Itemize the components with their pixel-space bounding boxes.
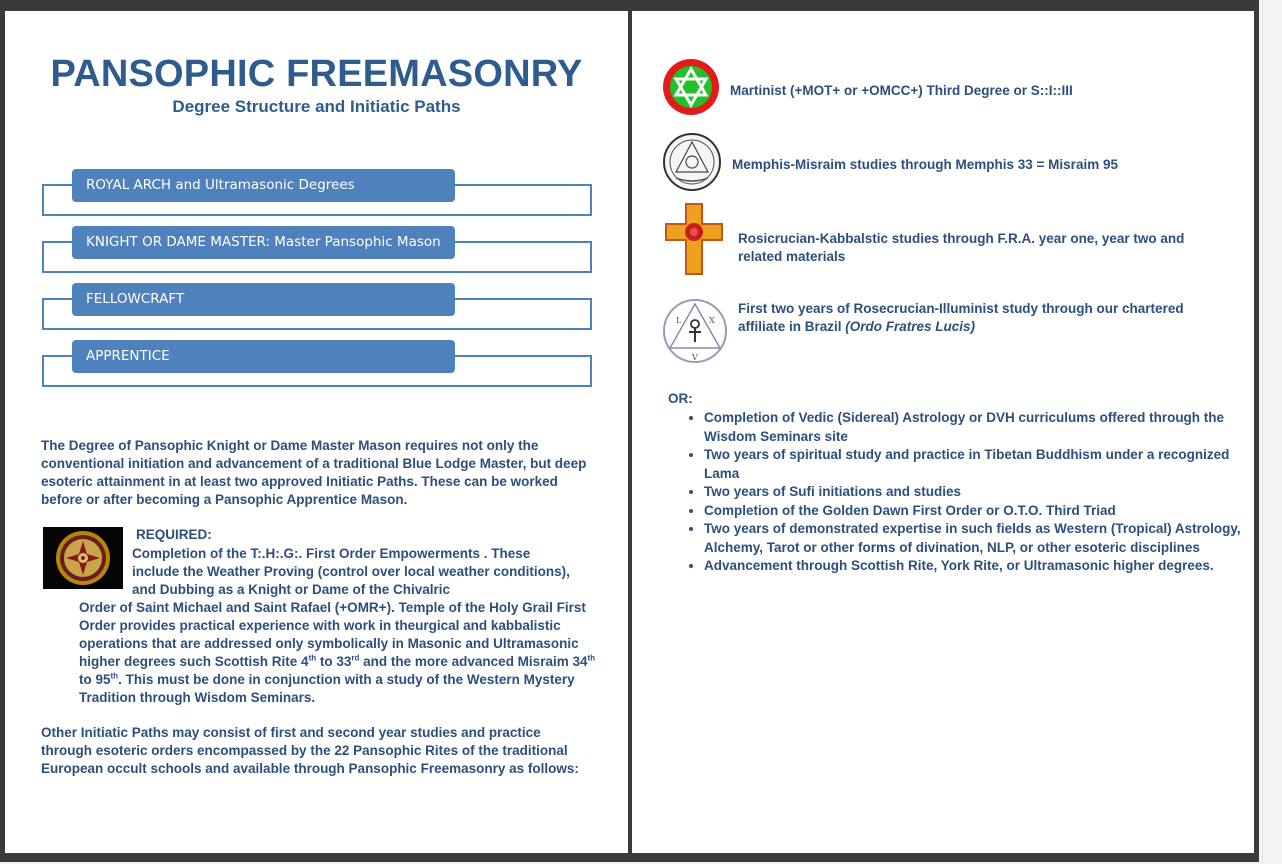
page-subtitle: Degree Structure and Initiatic Paths <box>172 97 461 116</box>
required-text-part1: Completion of the T:.H:.G:. First Order Empowerments . These include the Weather Proving (control over local weather conditions), and Dubbing as a Knight or Dame of the Chivalric <box>132 546 570 597</box>
ankh-triangle-seal-icon <box>662 296 728 366</box>
degree-fellowcraft: FELLOWCRAFT <box>72 283 455 316</box>
degree-apprentice: APPRENTICE <box>72 340 455 373</box>
list-item: • Two years of Sufi initiations and studies <box>704 483 1264 502</box>
rose-cross-emblem-icon <box>43 527 123 589</box>
path-martinist <box>662 58 1200 116</box>
other-paths-paragraph: Other Initiatic Paths may consist of first and second year studies and practice through esoteric orders encompassed by the 22 Pansophic Rites of the traditional European occult schools and available through Pansophic Freemasonry as follows: <box>41 725 579 776</box>
memphis-misraim-seal-icon <box>662 132 722 192</box>
path-illuminist-text: First two years of Rosecrucian-Illuminist study through our chartered affiliate in Brazil (Ordo Fratres Lucis) <box>738 301 1184 334</box>
path-rosicrucian-text: Rosicrucian-Kabbalstic studies through F.R.A. year one, year two and related materials <box>738 231 1185 264</box>
seal-letter-x: X <box>709 316 715 325</box>
required-heading: REQUIRED: <box>136 527 212 542</box>
or-label: OR: <box>668 391 693 406</box>
list-item: • Completion of Vedic (Sidereal) Astrology or DVH curriculums offered through the Wisdom Seminars site <box>704 409 1264 446</box>
list-item: • Two years of spiritual study and practice in Tibetan Buddhism under a recognized Lama <box>704 446 1264 483</box>
list-item: • Completion of the Golden Dawn First Order or O.T.O. Third Triad <box>704 502 1264 521</box>
path-rosicrucian <box>662 202 1218 276</box>
path-memphis-misraim-text: Memphis-Misraim studies through Memphis 33 = Misraim 95 <box>732 157 1118 172</box>
right-page <box>632 11 1254 853</box>
rose-cross-icon <box>662 202 726 276</box>
left-page <box>5 11 628 853</box>
seal-letter-v: V <box>692 353 698 362</box>
seal-letter-l: L <box>676 316 682 325</box>
intro-paragraph: The Degree of Pansophic Knight or Dame Master Mason requires not only the conventional initiation and advancement of a traditional Blue Lodge Master, but deep esoteric attainment in at least two approved Initiatic Paths. These can be worked before or after becoming a Pansophic Apprentice Mason. <box>41 438 587 507</box>
path-martinist-text: Martinist (+MOT+ or +OMCC+) Third Degree or S::I::III <box>730 83 1073 98</box>
degree-royal-arch: ROYAL ARCH and Ultramasonic Degrees <box>72 169 455 202</box>
degree-master: KNIGHT OR DAME MASTER: Master Pansophic Mason <box>72 226 455 259</box>
path-memphis-misraim <box>662 132 1202 192</box>
scrollbar-strip[interactable] <box>1262 0 1282 864</box>
path-rosecrucian-illuminist <box>662 296 1218 366</box>
page-title: PANSOPHIC FREEMASONRY <box>50 53 583 95</box>
list-item: • Advancement through Scottish Rite, York Rite, or Ultramasonic higher degrees. <box>704 557 1264 576</box>
hexagram-seal-icon <box>662 58 720 116</box>
required-text-part2: Order of Saint Michael and Saint Rafael (+OMR+). Temple of the Holy Grail First Order provides practical experience with work in theurgical and kabbalistic operations that are addressed only symbolically in Masonic and Ultramasonic higher degrees such Scottish Rite 4th to 33rd and the more advanced Misraim 34th to 95th. This must be done in conjunction with a study of the Western Mystery Tradition through Wisdom Seminars. <box>79 600 596 705</box>
alternative-paths-list <box>668 409 1264 576</box>
list-item: • Two years of demonstrated expertise in such fields as Western (Tropical) Astrology, Alchemy, Tarot or other forms of divination, NLP, or other esoteric disciplines <box>704 520 1264 557</box>
